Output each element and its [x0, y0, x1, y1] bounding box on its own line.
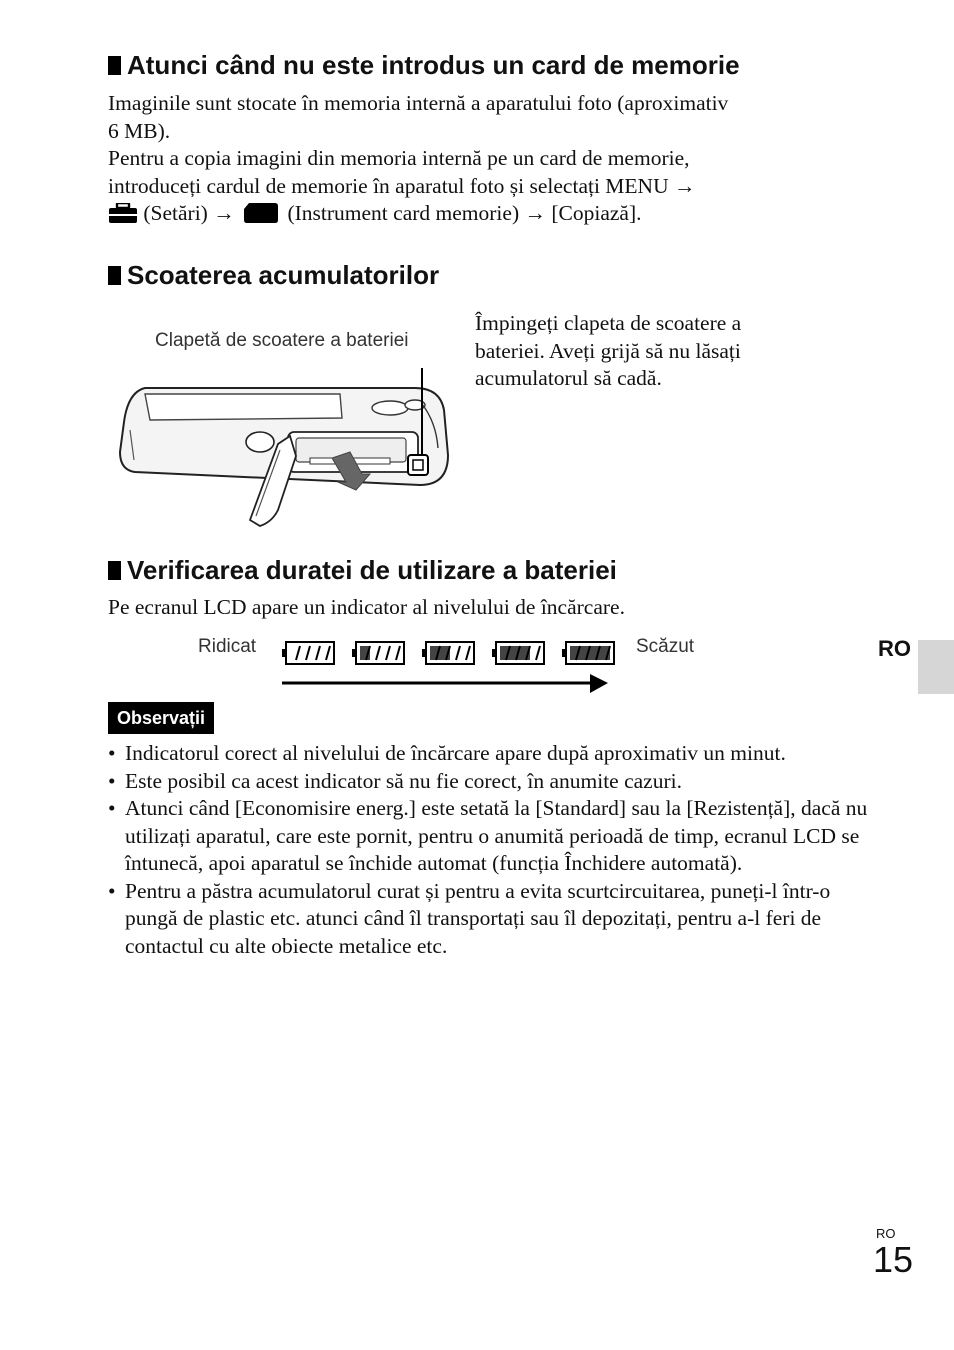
section-heading-remove-battery: Scoaterea acumulatorilor: [108, 260, 439, 290]
battery-indicator-icon: [492, 642, 544, 664]
battery-indicator-icon: [282, 642, 334, 664]
text-line: Pentru a copia imagini din memoria internă pe un card de memorie,: [108, 146, 690, 170]
list-item: • Atunci când [Economisire energ.] este setată la [Standard] sau la [Rezistență], dacă nu utilizați aparatul, care este pornit, pentru o anumită perioadă de timp, ecranul LCD se întunecă, apoi aparatul se închide automat (funcția Închidere automată).: [108, 795, 878, 878]
battery-level-indicators: [278, 636, 618, 700]
direction-arrow-head: [590, 674, 608, 693]
section1-paragraph: [108, 90, 868, 228]
text-line: bateriei. Aveți grijă să nu lăsați: [475, 338, 741, 363]
list-item: • Pentru a păstra acumulatorul curat și pentru a evita scurtcircuitarea, puneți-l într-o pungă de plastic etc. atunci când îl transportați sau îl depozitați, pentru a-l feri de contactul cu alte obiecte metalice etc.: [108, 878, 878, 961]
notes-list: [108, 740, 878, 960]
battery-indicator-icon: [422, 642, 474, 664]
figure-label-release-lever: Clapetă de scoatere a bateriei: [155, 330, 409, 351]
section-heading-no-card: Atunci când nu este introdus un card de memorie: [108, 50, 740, 80]
footer-language: RO: [876, 1226, 896, 1241]
text-line: Împingeți clapeta de scoatere a: [475, 311, 742, 335]
heading-bullet-square: [108, 266, 121, 285]
battery-indicator-icon: [352, 642, 404, 664]
language-side-tab: [918, 640, 954, 694]
text-line: introduceți cardul de memorie în aparatul foto și selectați MENU →: [108, 173, 696, 198]
section2-paragraph: [475, 310, 895, 393]
camera-battery-illustration: [110, 360, 455, 530]
heading-bullet-square: [108, 56, 121, 75]
text-line: acumulatorul să cadă.: [475, 366, 662, 390]
notes-badge: Observații: [108, 702, 214, 734]
language-side-label: RO: [878, 636, 911, 661]
text-line-with-icons: (Setări) → (Instrument card memorie) → [Copiază].: [108, 200, 868, 228]
battery-low-label: Scăzut: [636, 636, 695, 657]
text-line: Imaginile sunt stocate în memoria internă a aparatului foto (aproximativ: [108, 91, 729, 115]
toolbox-icon: [108, 203, 138, 223]
section3-paragraph: Pe ecranul LCD apare un indicator al nivelului de încărcare.: [108, 595, 625, 619]
section-heading-battery-check: Verificarea duratei de utilizare a bateriei: [108, 555, 617, 585]
page-number: 15: [873, 1239, 914, 1280]
list-item: • Indicatorul corect al nivelului de încărcare apare după aproximativ un minut.: [108, 740, 878, 768]
battery-indicator-icon: [562, 642, 614, 664]
text-line: 6 MB).: [108, 118, 171, 143]
memory-card-icon: [244, 203, 278, 223]
list-item: • Este posibil ca acest indicator să nu fie corect, în anumite cazuri.: [108, 768, 878, 796]
heading-bullet-square: [108, 561, 121, 580]
battery-high-label: Ridicat: [198, 636, 257, 657]
